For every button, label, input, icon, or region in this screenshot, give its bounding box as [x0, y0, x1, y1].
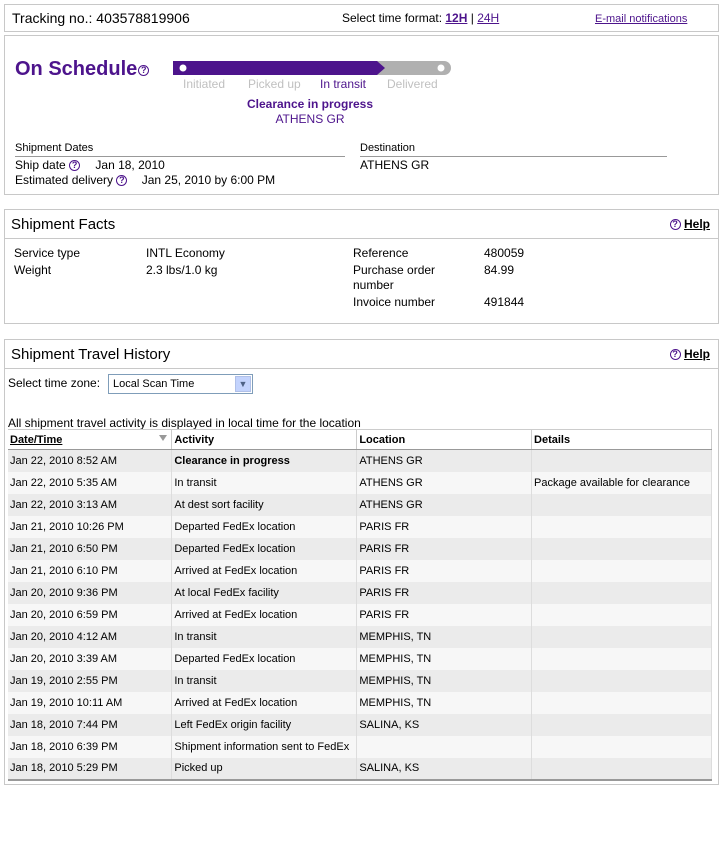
destination-heading: Destination — [360, 142, 667, 157]
status-headline-text: On Schedule — [15, 58, 138, 80]
ship-date-row — [15, 158, 165, 172]
weight-label: Weight — [14, 263, 52, 277]
cell-date-time: Jan 21, 2010 10:26 PM — [8, 516, 172, 538]
cell-details — [532, 670, 712, 692]
purchase-order-label-line1: Purchase order — [353, 263, 436, 277]
cell-date-time: Jan 18, 2010 5:29 PM — [8, 758, 172, 780]
cell-details — [532, 736, 712, 758]
table-row — [8, 450, 712, 472]
destination-value: ATHENS GR — [360, 158, 430, 172]
estimated-delivery-help-icon[interactable]: ? — [116, 175, 127, 186]
cell-activity: In transit — [172, 472, 357, 494]
cell-activity: In transit — [172, 670, 357, 692]
divider — [5, 368, 718, 369]
shipment-facts-title: Shipment Facts — [11, 216, 116, 233]
current-status-line: Clearance in progress — [246, 97, 374, 111]
cell-date-time: Jan 20, 2010 6:59 PM — [8, 604, 172, 626]
email-notifications-link[interactable]: E-mail notifications — [595, 13, 688, 25]
tracking-label: Tracking no.: — [12, 10, 93, 26]
cell-date-time: Jan 22, 2010 5:35 AM — [8, 472, 172, 494]
time-format-selector — [342, 11, 499, 25]
cell-date-time: Jan 20, 2010 9:36 PM — [8, 582, 172, 604]
tracking-value: 403578819906 — [96, 10, 190, 26]
progress-start-dot — [180, 65, 187, 72]
table-row — [8, 494, 712, 516]
sort-arrow-icon — [159, 435, 167, 441]
cell-details — [532, 692, 712, 714]
current-status — [205, 97, 415, 127]
cell-location: MEMPHIS, TN — [357, 692, 532, 714]
cell-activity: Departed FedEx location — [172, 516, 357, 538]
divider — [5, 238, 718, 239]
table-row — [8, 758, 712, 780]
cell-activity: At local FedEx facility — [172, 582, 357, 604]
travel-history-table — [8, 429, 712, 781]
tracking-number — [12, 10, 190, 26]
invoice-number-value: 491844 — [484, 295, 525, 309]
purchase-order-value: 84.99 — [484, 263, 515, 277]
table-row — [8, 472, 712, 494]
cell-details: Package available for clearance — [532, 472, 712, 494]
table-row — [8, 714, 712, 736]
time-format-separator: | — [470, 11, 474, 25]
cell-details — [532, 582, 712, 604]
cell-location: SALINA, KS — [357, 714, 532, 736]
time-format-12h-link[interactable]: 12H — [445, 11, 468, 25]
cell-details — [532, 450, 712, 472]
purchase-order-label-line2: number — [353, 278, 394, 292]
column-header-details: Details — [532, 430, 712, 450]
column-header-date-time-label: Date/Time — [10, 433, 63, 446]
facts-help-label: Help — [683, 217, 710, 231]
cell-location: MEMPHIS, TN — [357, 670, 532, 692]
cell-date-time: Jan 22, 2010 3:13 AM — [8, 494, 172, 516]
stage-label-delivered: Delivered — [387, 77, 438, 91]
tracking-header-bar — [4, 4, 719, 32]
cell-location — [357, 736, 532, 758]
table-row — [8, 582, 712, 604]
cell-date-time: Jan 20, 2010 3:39 AM — [8, 648, 172, 670]
cell-details — [532, 494, 712, 516]
cell-location: MEMPHIS, TN — [357, 626, 532, 648]
time-zone-select[interactable] — [108, 374, 253, 394]
shipment-status-panel — [4, 35, 719, 195]
cell-activity: Clearance in progress — [172, 450, 357, 472]
time-format-24h-link[interactable]: 24H — [477, 11, 500, 25]
history-help-link[interactable] — [670, 347, 710, 361]
stage-label-initiated: Initiated — [183, 77, 226, 91]
cell-details — [532, 714, 712, 736]
time-zone-label: Select time zone: — [8, 376, 101, 390]
cell-location: ATHENS GR — [357, 472, 532, 494]
table-row — [8, 648, 712, 670]
column-header-location: Location — [357, 430, 532, 450]
table-header-row — [8, 430, 712, 450]
time-format-label: Select time format: — [342, 11, 443, 25]
cell-activity: Departed FedEx location — [172, 648, 357, 670]
weight-value: 2.3 lbs/1.0 kg — [146, 263, 218, 277]
cell-activity: Arrived at FedEx location — [172, 604, 357, 626]
cell-activity: At dest sort facility — [172, 494, 357, 516]
ship-date-value: Jan 18, 2010 — [95, 158, 165, 172]
shipment-facts-panel — [4, 209, 719, 324]
progress-segment-in-transit — [311, 61, 387, 75]
service-type-label: Service type — [14, 246, 81, 260]
cell-location: PARIS FR — [357, 560, 532, 582]
purchase-order-label — [353, 263, 435, 293]
cell-date-time: Jan 20, 2010 4:12 AM — [8, 626, 172, 648]
progress-bar — [173, 60, 445, 76]
cell-date-time: Jan 21, 2010 6:50 PM — [8, 538, 172, 560]
reference-label: Reference — [353, 246, 409, 260]
cell-location: PARIS FR — [357, 538, 532, 560]
cell-activity: Arrived at FedEx location — [172, 692, 357, 714]
column-header-date-time[interactable] — [8, 430, 172, 450]
cell-activity: Departed FedEx location — [172, 538, 357, 560]
estimated-delivery-value: Jan 25, 2010 by 6:00 PM — [141, 173, 276, 187]
stage-label-picked-up: Picked up — [248, 77, 301, 91]
shipment-dates-heading: Shipment Dates — [15, 142, 345, 157]
column-header-activity: Activity — [172, 430, 357, 450]
help-icon: ? — [670, 219, 681, 230]
help-question-icon[interactable]: ? — [138, 65, 149, 76]
cell-activity: Arrived at FedEx location — [172, 560, 357, 582]
facts-help-link[interactable] — [670, 217, 710, 231]
cell-details — [532, 758, 712, 780]
stage-label-in-transit: In transit — [320, 77, 367, 91]
cell-details — [532, 516, 712, 538]
cell-details — [532, 648, 712, 670]
ship-date-help-icon[interactable]: ? — [69, 160, 80, 171]
cell-date-time: Jan 22, 2010 8:52 AM — [8, 450, 172, 472]
cell-date-time: Jan 19, 2010 10:11 AM — [8, 692, 172, 714]
invoice-number-label: Invoice number — [353, 295, 436, 309]
table-row — [8, 626, 712, 648]
cell-date-time: Jan 21, 2010 6:10 PM — [8, 560, 172, 582]
table-row — [8, 736, 712, 758]
ship-date-label: Ship date — [15, 158, 66, 172]
travel-history-note: All shipment travel activity is displayed in local time for the location — [8, 416, 361, 430]
estimated-delivery-label: Estimated delivery — [15, 173, 114, 187]
service-type-value: INTL Economy — [146, 246, 225, 260]
travel-history-panel — [4, 339, 719, 785]
travel-history-title: Shipment Travel History — [11, 346, 171, 363]
cell-details — [532, 626, 712, 648]
help-icon: ? — [670, 349, 681, 360]
cell-activity: Left FedEx origin facility — [172, 714, 357, 736]
cell-location: ATHENS GR — [357, 494, 532, 516]
table-row — [8, 604, 712, 626]
progress-segment-picked-up — [243, 61, 321, 75]
cell-activity: Picked up — [172, 758, 357, 780]
table-row — [8, 670, 712, 692]
table-row — [8, 560, 712, 582]
cell-location: PARIS FR — [357, 516, 532, 538]
time-zone-selected-value: Local Scan Time — [113, 378, 195, 390]
cell-location: MEMPHIS, TN — [357, 648, 532, 670]
cell-location: SALINA, KS — [357, 758, 532, 780]
cell-details — [532, 538, 712, 560]
travel-history-rows — [8, 450, 712, 780]
reference-value: 480059 — [484, 246, 525, 260]
table-row — [8, 516, 712, 538]
history-help-label: Help — [683, 347, 710, 361]
cell-details — [532, 604, 712, 626]
cell-location: ATHENS GR — [357, 450, 532, 472]
cell-activity: In transit — [172, 626, 357, 648]
cell-date-time: Jan 19, 2010 2:55 PM — [8, 670, 172, 692]
table-row — [8, 538, 712, 560]
estimated-delivery-row — [15, 173, 275, 187]
chevron-down-icon[interactable]: ▼ — [235, 376, 251, 392]
status-headline — [15, 58, 149, 81]
current-status-location: ATHENS GR — [275, 112, 345, 126]
progress-end-dot — [438, 65, 445, 72]
cell-date-time: Jan 18, 2010 7:44 PM — [8, 714, 172, 736]
cell-activity: Shipment information sent to FedEx — [172, 736, 357, 758]
cell-location: PARIS FR — [357, 604, 532, 626]
table-row — [8, 692, 712, 714]
cell-location: PARIS FR — [357, 582, 532, 604]
cell-details — [532, 560, 712, 582]
cell-date-time: Jan 18, 2010 6:39 PM — [8, 736, 172, 758]
